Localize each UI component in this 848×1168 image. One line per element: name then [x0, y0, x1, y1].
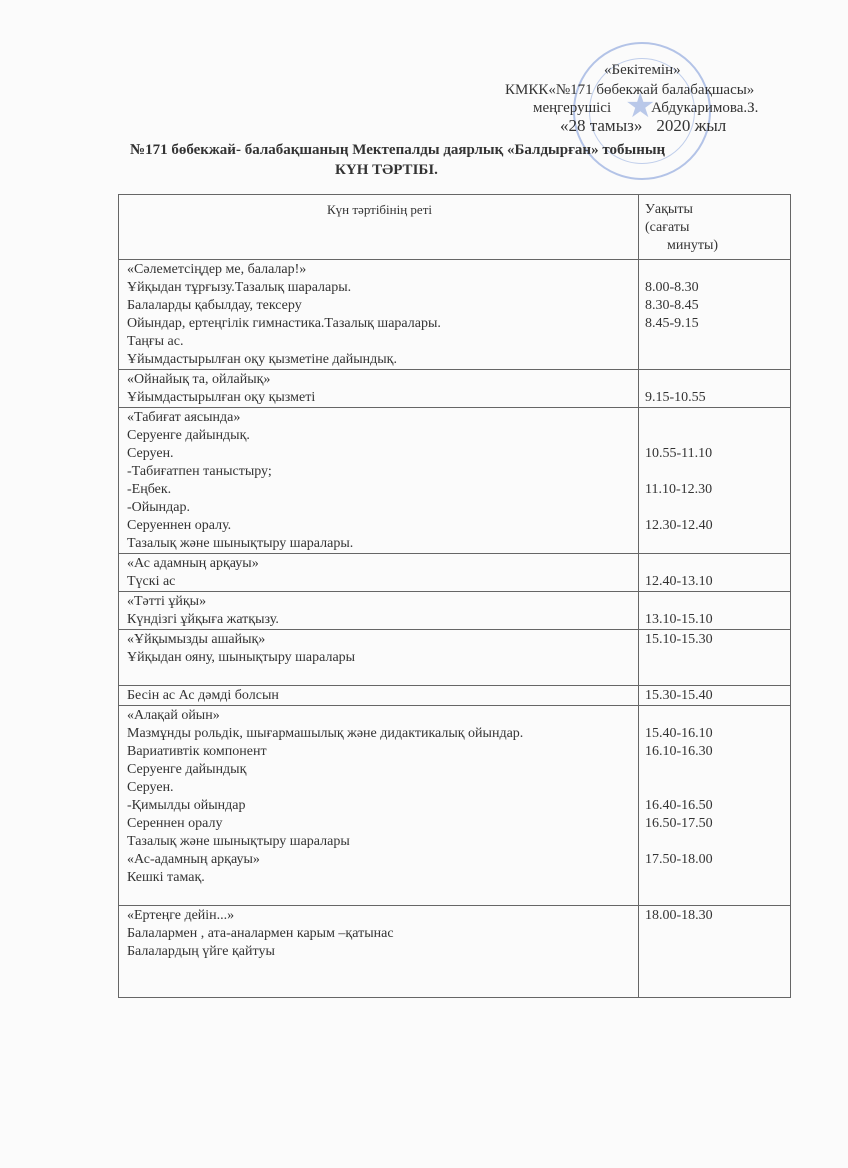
time-cell: [639, 686, 791, 706]
activity-line: Ұйқыдан ояну, шынықтыру шаралары: [127, 650, 356, 665]
activity-line: Ұйқыдан тұрғызу.Тазалық шаралары.: [127, 280, 352, 295]
activity-line: Кешкі тамақ.: [127, 870, 205, 885]
header-time-line3: минуты): [667, 238, 719, 253]
time-line: 17.50-18.00: [645, 852, 713, 867]
time-line: 18.00-18.30: [645, 908, 713, 923]
activity-line: [127, 887, 632, 905]
approval-name: Абдукаримова.З.: [651, 100, 759, 116]
activity-line: -Еңбек.: [127, 482, 172, 497]
time-cell: [639, 408, 791, 554]
time-line: [645, 427, 784, 445]
activity-line: «Алақай ойын»: [127, 708, 220, 723]
activity-line: Мазмұнды рольдік, шығармашылық және дидактикалық ойындар.: [127, 726, 524, 741]
table-row: [119, 554, 791, 592]
activity-cell: [119, 592, 639, 630]
approval-title: «Бекітемін»: [604, 62, 681, 78]
time-line: 15.40-16.10: [645, 726, 713, 741]
time-line: [645, 333, 784, 351]
activity-line: [127, 667, 632, 685]
activity-cell: [119, 706, 639, 906]
time-line: [645, 649, 784, 667]
header-time-line1: Уақыты: [645, 202, 693, 217]
activity-line: Күндізгі ұйқыға жатқызу.: [127, 612, 279, 627]
activity-line: [127, 979, 632, 997]
time-line: 13.10-15.10: [645, 612, 713, 627]
activity-line: Бесін ас Ас дәмді болсын: [127, 688, 279, 703]
time-line: [645, 351, 784, 369]
time-line: 16.10-16.30: [645, 744, 713, 759]
table-row: [119, 630, 791, 686]
activity-line: «Сәлеметсіңдер ме, балалар!»: [127, 262, 307, 277]
time-line: [645, 707, 784, 725]
time-line: [645, 869, 784, 887]
activity-cell: [119, 370, 639, 408]
activity-line: Серуенге дайындық: [127, 762, 247, 777]
time-cell: [639, 370, 791, 408]
table-row: [119, 706, 791, 906]
time-cell: [639, 906, 791, 998]
time-line: 12.40-13.10: [645, 574, 713, 589]
activity-line: Ойындар, ертеңгілік гимнастика.Тазалық шаралары.: [127, 316, 441, 331]
activity-line: Балалармен , ата-аналармен карым –қатынас: [127, 926, 394, 941]
activity-cell: [119, 260, 639, 370]
activity-line: «Ас адамның арқауы»: [127, 556, 259, 571]
time-line: [645, 667, 784, 685]
time-line: [645, 833, 784, 851]
time-line: [645, 961, 784, 979]
table-row: [119, 260, 791, 370]
table-row: [119, 686, 791, 706]
activity-line: Серуен.: [127, 780, 174, 795]
time-line: [645, 499, 784, 517]
time-line: 10.55-11.10: [645, 446, 713, 461]
schedule-table: [118, 194, 791, 998]
table-row: [119, 370, 791, 408]
activity-line: Таңғы ас.: [127, 334, 184, 349]
time-line: 11.10-12.30: [645, 482, 713, 497]
time-line: [645, 409, 784, 427]
activity-line: Сереннен оралу: [127, 816, 223, 831]
activity-line: Серуенге дайындық.: [127, 428, 250, 443]
time-line: [645, 535, 784, 553]
time-line: [645, 761, 784, 779]
time-line: 16.50-17.50: [645, 816, 713, 831]
document-subtitle: КҮН ТӘРТІБІ.: [335, 162, 438, 178]
stamp-star-icon: ★: [625, 88, 656, 125]
time-line: 15.30-15.40: [645, 688, 713, 703]
table-row: [119, 592, 791, 630]
activity-line: Серуеннен оралу.: [127, 518, 232, 533]
activity-line: Серуен.: [127, 446, 174, 461]
time-line: [645, 979, 784, 997]
activity-line: Түскі ас: [127, 574, 176, 589]
activity-line: Балалардың үйге қайтуы: [127, 944, 275, 959]
time-line: 9.15-10.55: [645, 390, 706, 405]
activity-line: [127, 961, 632, 979]
time-line: [645, 555, 784, 573]
table-header-row: [119, 195, 791, 260]
time-line: [645, 887, 784, 905]
approval-role: меңгерушісі: [533, 100, 612, 116]
time-line: [645, 925, 784, 943]
time-line: [645, 779, 784, 797]
approval-signatory: [533, 98, 758, 118]
activity-line: «Ертеңге дейін...»: [127, 908, 235, 923]
activity-line: Балаларды қабылдау, тексеру: [127, 298, 302, 313]
activity-cell: [119, 630, 639, 686]
time-line: [645, 463, 784, 481]
approval-date-year: 2020 жыл: [656, 116, 727, 135]
approval-date-day: «28 тамыз»: [560, 116, 643, 135]
time-cell: [639, 554, 791, 592]
activity-line: Тазалық және шынықтыру шаралары: [127, 834, 350, 849]
activity-cell: [119, 554, 639, 592]
time-cell: [639, 630, 791, 686]
activity-line: Вариативтік компонент: [127, 744, 267, 759]
table-row: [119, 408, 791, 554]
time-line: 8.00-8.30: [645, 280, 699, 295]
header-time: [639, 195, 791, 260]
time-line: 12.30-12.40: [645, 518, 713, 533]
time-line: [645, 943, 784, 961]
header-time-line2: (сағаты: [645, 220, 690, 235]
activity-line: -Қимылды ойындар: [127, 798, 246, 813]
activity-line: «Табиғат аясында»: [127, 410, 241, 425]
activity-line: -Табиғатпен таныстыру;: [127, 464, 272, 479]
table-row: [119, 906, 791, 998]
activity-line: «Ұйқымызды ашайық»: [127, 632, 266, 647]
time-cell: [639, 592, 791, 630]
activity-line: Ұйымдастырылған оқу қызметі: [127, 390, 316, 405]
activity-line: Ұйымдастырылған оқу қызметіне дайындық.: [127, 352, 397, 367]
approval-date: [560, 116, 726, 136]
activity-line: «Ас-адамның арқауы»: [127, 852, 260, 867]
header-activity: Күн тәртібінің реті: [119, 195, 639, 260]
activity-cell: [119, 686, 639, 706]
activity-line: -Ойындар.: [127, 500, 190, 515]
activity-line: «Ойнайық та, ойлайық»: [127, 372, 271, 387]
time-line: 15.10-15.30: [645, 632, 713, 647]
approval-organization: КМКК«№171 бөбекжай балабақшасы»: [505, 82, 755, 98]
time-cell: [639, 260, 791, 370]
time-line: [645, 593, 784, 611]
time-line: 8.45-9.15: [645, 316, 699, 331]
time-line: [645, 261, 784, 279]
activity-line: Тазалық және шынықтыру шаралары.: [127, 536, 354, 551]
time-line: 16.40-16.50: [645, 798, 713, 813]
activity-line: «Тәтті ұйқы»: [127, 594, 207, 609]
time-line: 8.30-8.45: [645, 298, 699, 313]
time-line: [645, 371, 784, 389]
document-title: №171 бөбекжай- балабақшаның Мектепалды даярлық «Балдырған» тобының: [130, 142, 666, 158]
time-cell: [639, 706, 791, 906]
activity-cell: [119, 408, 639, 554]
activity-cell: [119, 906, 639, 998]
